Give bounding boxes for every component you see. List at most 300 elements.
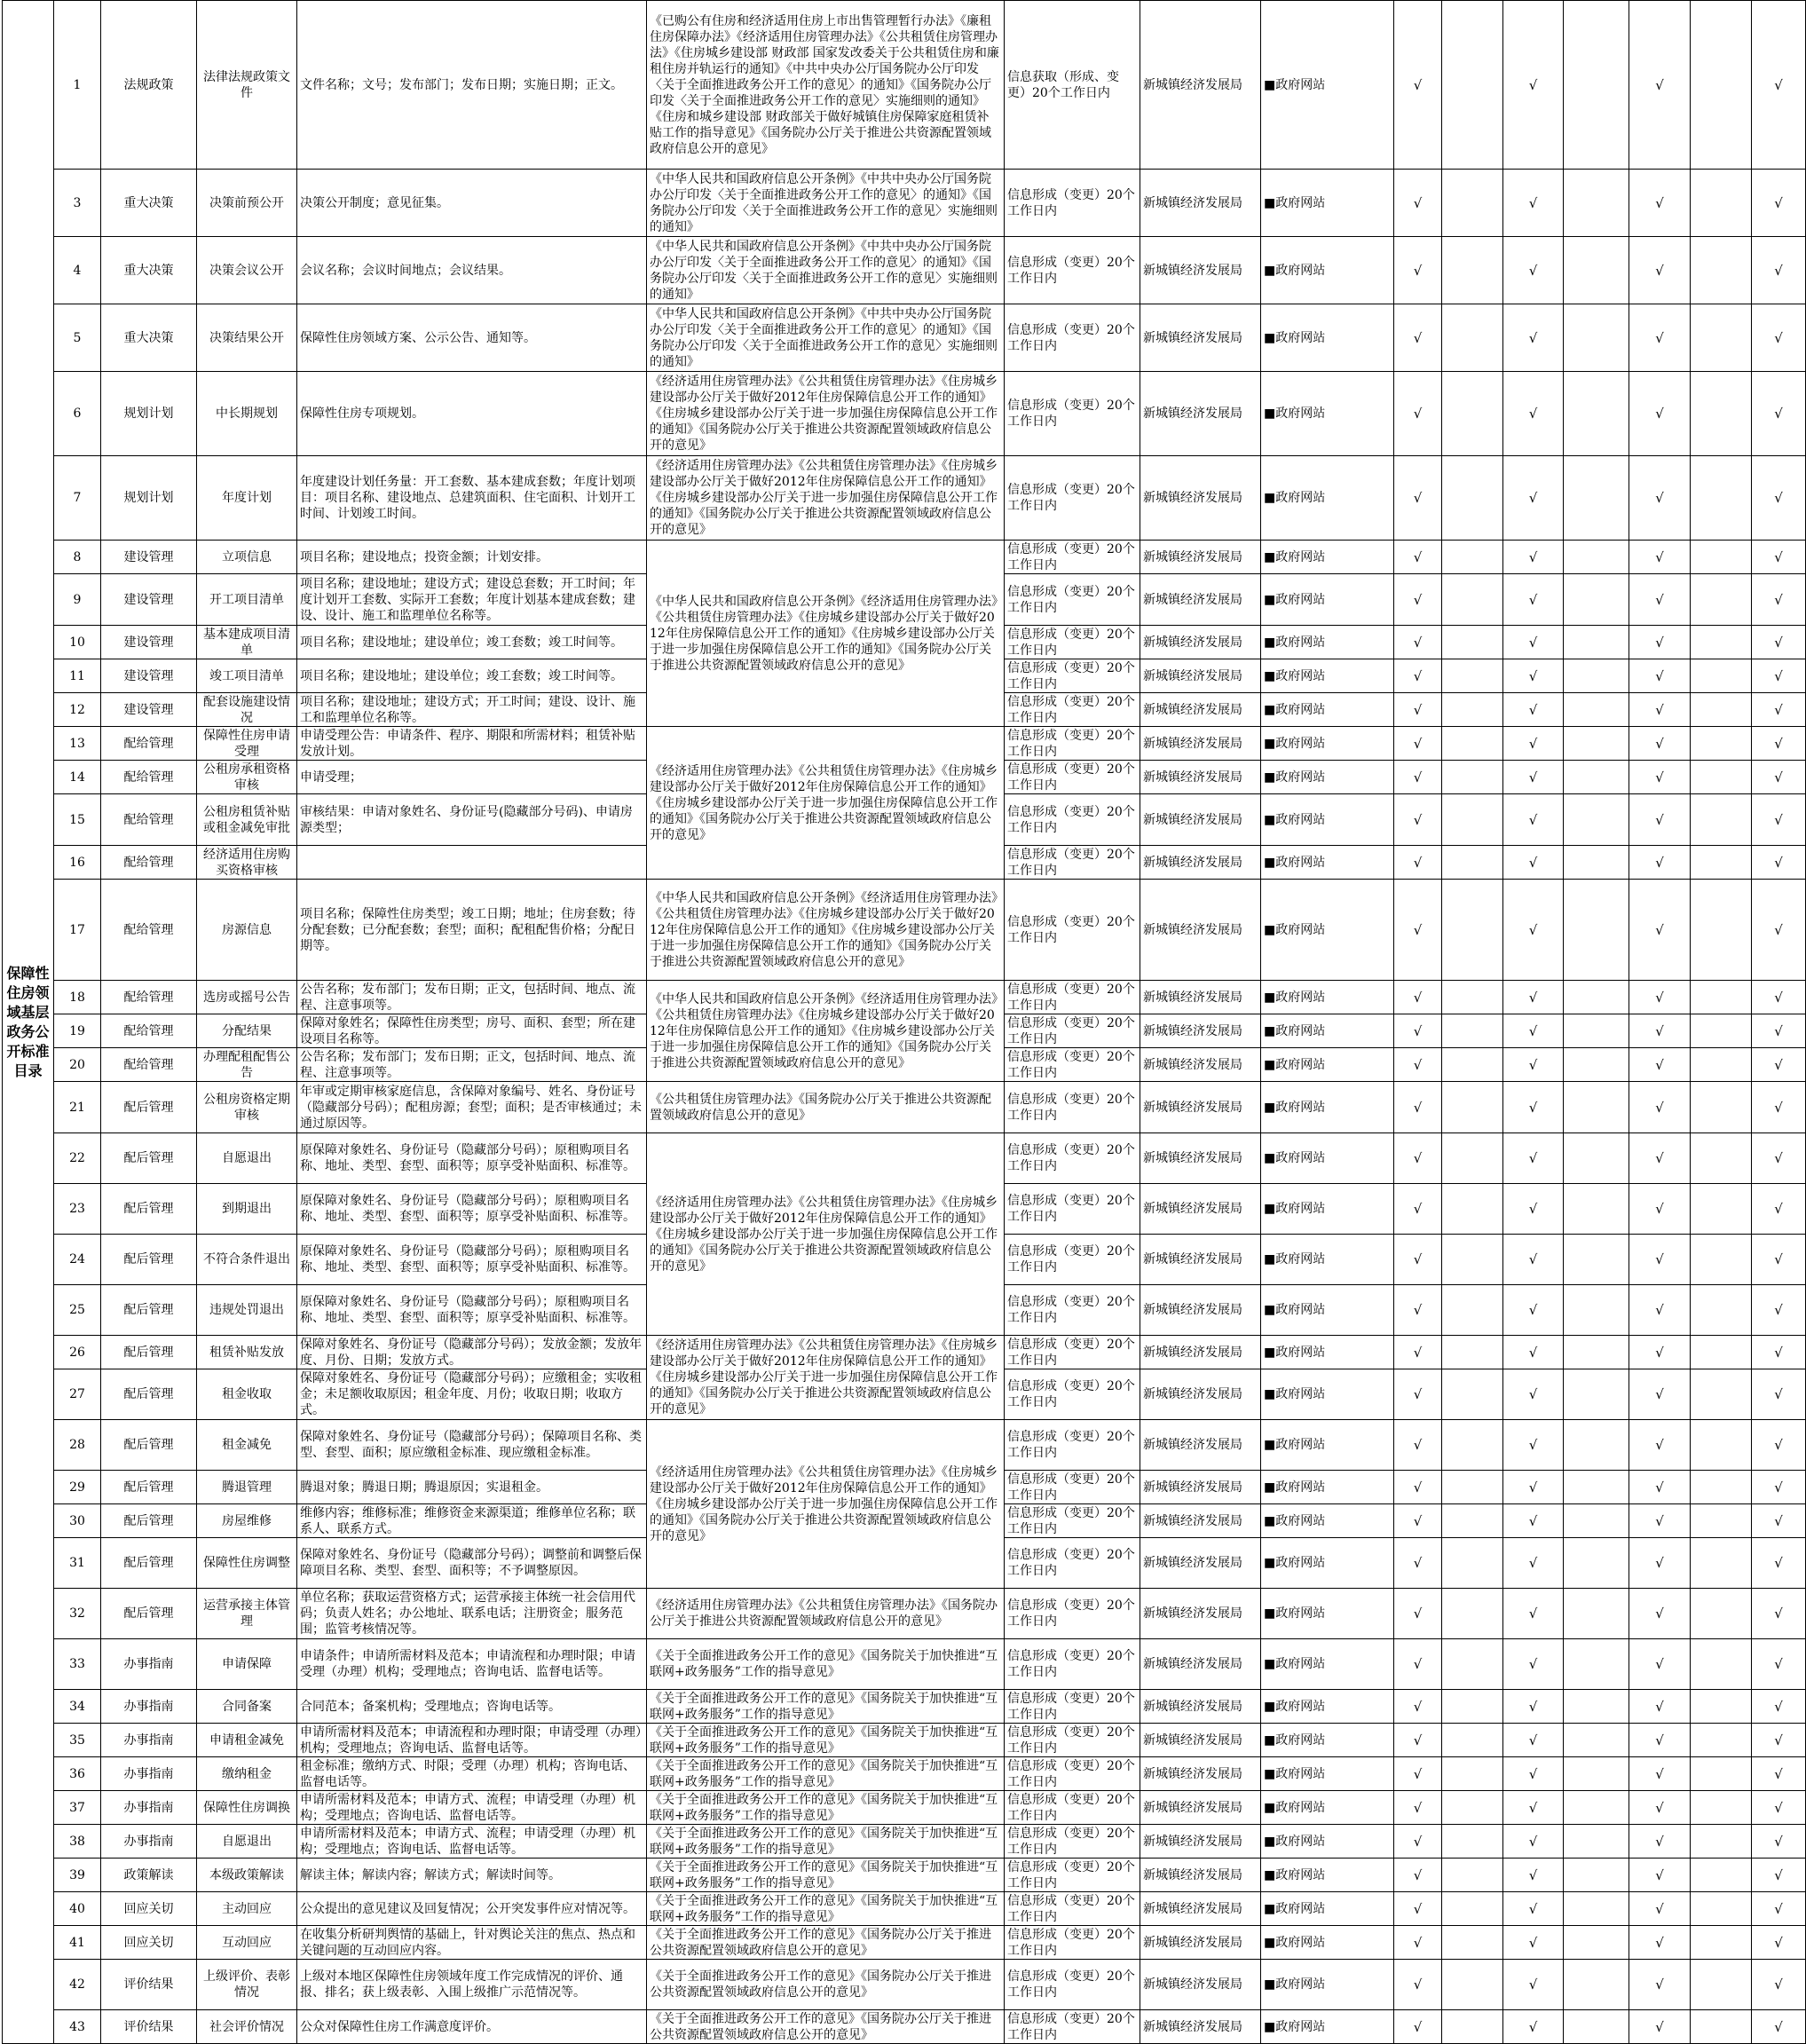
channel-cell: ■政府网站	[1261, 1859, 1394, 1892]
content-cell: 单位名称；获取运营资格方式；运营承接主体统一社会信用代码；负责人姓名；办公地址、联系电话；注册资金；服务范围；监管考核情况等。	[297, 1589, 647, 1639]
check-mark: √	[1629, 794, 1691, 846]
content-cell: 保障对象姓名、身份证号（隐藏部分号码）；调整前和调整后保障项目名称、类型、套型、面积等；不予调整原因。	[297, 1538, 647, 1589]
channel-cell: ■政府网站	[1261, 693, 1394, 727]
empty-cell	[1691, 727, 1752, 761]
empty-cell	[1691, 1960, 1752, 2010]
empty-cell	[1442, 1235, 1503, 1285]
empty-cell	[1442, 1892, 1503, 1926]
basis-cell: 《经济适用住房管理办法》《公共租赁住房管理办法》《住房城乡建设部办公厅关于做好2012年住房保障信息公开工作的通知》《住房城乡建设部办公厅关于进一步加强住房保障信息公开工作的通知》《国务院办公厅关于推进公共资源配置领域政府信息公开的意见》	[647, 727, 1005, 880]
empty-cell	[1442, 1336, 1503, 1369]
check-mark: √	[1503, 1757, 1564, 1791]
time-limit-cell: 信息形成（变更）20个工作日内	[1005, 1285, 1140, 1336]
level1-item: 配后管理	[101, 1420, 197, 1471]
level2-item: 竣工项目清单	[197, 659, 297, 693]
check-mark: √	[1394, 1048, 1442, 1082]
empty-cell	[1691, 1184, 1752, 1235]
time-limit-cell: 信息形成（变更）20个工作日内	[1005, 880, 1140, 981]
basis-cell: 《关于全面推进政务公开工作的意见》《国务院办公厅关于推进公共资源配置领域政府信息公开的意见》	[647, 1926, 1005, 1960]
level2-item: 开工项目清单	[197, 574, 297, 626]
level2-item: 配套设施建设情况	[197, 693, 297, 727]
empty-cell	[1691, 372, 1752, 456]
level1-item: 重大决策	[101, 170, 197, 237]
check-mark: √	[1503, 304, 1564, 372]
level1-item: 配给管理	[101, 1048, 197, 1082]
level1-item: 配后管理	[101, 1369, 197, 1420]
row-number: 28	[54, 1420, 101, 1471]
check-mark: √	[1752, 456, 1806, 541]
table-row	[3, 1724, 1806, 1757]
row-number: 13	[54, 727, 101, 761]
check-mark: √	[1629, 1892, 1691, 1926]
catalog-title: 保障性住房领域基层政务公开标准目录	[3, 1, 54, 2044]
table-row	[3, 1825, 1806, 1859]
time-limit-cell: 信息形成（变更）20个工作日内	[1005, 1926, 1140, 1960]
level2-item: 决策会议公开	[197, 237, 297, 304]
empty-cell	[1564, 1960, 1629, 2010]
check-mark: √	[1394, 981, 1442, 1014]
empty-cell	[1564, 693, 1629, 727]
check-mark: √	[1752, 1639, 1806, 1690]
check-mark: √	[1752, 1336, 1806, 1369]
row-number: 14	[54, 761, 101, 794]
time-limit-cell: 信息形成（变更）20个工作日内	[1005, 1235, 1140, 1285]
check-mark: √	[1503, 372, 1564, 456]
check-mark: √	[1503, 541, 1564, 574]
basis-cell: 《中华人民共和国政府信息公开条例》《中共中央办公厅国务院办公厅印发〈关于全面推进政务公开工作的意见〉的通知》《国务院办公厅印发〈关于全面推进政务公开工作的意见〉实施细则的通知》	[647, 304, 1005, 372]
row-number: 3	[54, 170, 101, 237]
content-cell: 原保障对象姓名、身份证号（隐藏部分号码）；原租购项目名称、地址、类型、套型、面积等；原享受补贴面积、标准等。	[297, 1285, 647, 1336]
level1-item: 建设管理	[101, 541, 197, 574]
time-limit-cell: 信息形成（变更）20个工作日内	[1005, 693, 1140, 727]
subject-cell: 新城镇经济发展局	[1140, 1690, 1261, 1724]
content-cell: 公告名称；发布部门；发布日期；正文，包括时间、地点、流程、注意事项等。	[297, 1048, 647, 1082]
subject-cell: 新城镇经济发展局	[1140, 1589, 1261, 1639]
check-mark: √	[1394, 1960, 1442, 2010]
subject-cell: 新城镇经济发展局	[1140, 761, 1261, 794]
check-mark: √	[1394, 456, 1442, 541]
subject-cell: 新城镇经济发展局	[1140, 1791, 1261, 1825]
subject-cell: 新城镇经济发展局	[1140, 1184, 1261, 1235]
content-cell: 腾退对象；腾退日期；腾退原因；实退租金。	[297, 1471, 647, 1504]
basis-cell: 《中华人民共和国政府信息公开条例》《经济适用住房管理办法》《公共租赁住房管理办法》《住房城乡建设部办公厅关于做好2012年住房保障信息公开工作的通知》《住房城乡建设部办公厅关于进一步加强住房保障信息公开工作的通知》《国务院办公厅关于推进公共资源配置领域政府信息公开的意见》	[647, 981, 1005, 1082]
empty-cell	[1564, 1690, 1629, 1724]
level1-item: 配后管理	[101, 1589, 197, 1639]
check-mark: √	[1752, 1369, 1806, 1420]
content-cell: 保障性住房专项规划。	[297, 372, 647, 456]
check-mark: √	[1752, 880, 1806, 981]
check-mark: √	[1394, 1690, 1442, 1724]
channel-cell: ■政府网站	[1261, 1825, 1394, 1859]
row-number: 33	[54, 1639, 101, 1690]
time-limit-cell: 信息形成（变更）20个工作日内	[1005, 170, 1140, 237]
level2-item: 租金收取	[197, 1369, 297, 1420]
empty-cell	[1691, 1014, 1752, 1048]
time-limit-cell: 信息形成（变更）20个工作日内	[1005, 1538, 1140, 1589]
empty-cell	[1564, 1048, 1629, 1082]
level2-item: 决策结果公开	[197, 304, 297, 372]
subject-cell: 新城镇经济发展局	[1140, 1471, 1261, 1504]
row-number: 27	[54, 1369, 101, 1420]
empty-cell	[1564, 1, 1629, 170]
level2-item: 到期退出	[197, 1184, 297, 1235]
time-limit-cell: 信息形成（变更）20个工作日内	[1005, 1369, 1140, 1420]
level2-item: 选房或摇号公告	[197, 981, 297, 1014]
empty-cell	[1564, 659, 1629, 693]
check-mark: √	[1394, 1471, 1442, 1504]
empty-cell	[1564, 1825, 1629, 1859]
subject-cell: 新城镇经济发展局	[1140, 1926, 1261, 1960]
empty-cell	[1691, 304, 1752, 372]
level1-item: 办事指南	[101, 1724, 197, 1757]
time-limit-cell: 信息形成（变更）20个工作日内	[1005, 626, 1140, 659]
level1-item: 重大决策	[101, 237, 197, 304]
channel-cell: ■政府网站	[1261, 727, 1394, 761]
content-cell: 公众对保障性住房工作满意度评价。	[297, 2010, 647, 2044]
empty-cell	[1691, 1589, 1752, 1639]
level1-item: 配给管理	[101, 794, 197, 846]
content-cell: 决策公开制度；意见征集。	[297, 170, 647, 237]
basis-cell: 《关于全面推进政务公开工作的意见》《国务院关于加快推进“互联网+政务服务”工作的指导意见》	[647, 1639, 1005, 1690]
subject-cell: 新城镇经济发展局	[1140, 794, 1261, 846]
check-mark: √	[1394, 1859, 1442, 1892]
check-mark: √	[1394, 1285, 1442, 1336]
level1-item: 办事指南	[101, 1690, 197, 1724]
basis-cell: 《经济适用住房管理办法》《公共租赁住房管理办法》《住房城乡建设部办公厅关于做好2012年住房保障信息公开工作的通知》《住房城乡建设部办公厅关于进一步加强住房保障信息公开工作的通知》《国务院办公厅关于推进公共资源配置领域政府信息公开的意见》	[647, 1420, 1005, 1589]
check-mark: √	[1752, 1538, 1806, 1589]
table-row	[3, 1892, 1806, 1926]
basis-cell: 《关于全面推进政务公开工作的意见》《国务院关于加快推进“互联网+政务服务”工作的指导意见》	[647, 1757, 1005, 1791]
basis-cell: 《关于全面推进政务公开工作的意见》《国务院关于加快推进“互联网+政务服务”工作的指导意见》	[647, 1825, 1005, 1859]
row-number: 32	[54, 1589, 101, 1639]
time-limit-cell: 信息形成（变更）20个工作日内	[1005, 1859, 1140, 1892]
empty-cell	[1564, 574, 1629, 626]
time-limit-cell: 信息形成（变更）20个工作日内	[1005, 1471, 1140, 1504]
channel-cell: ■政府网站	[1261, 237, 1394, 304]
level1-item: 配后管理	[101, 1336, 197, 1369]
table-row	[3, 1757, 1806, 1791]
empty-cell	[1564, 1791, 1629, 1825]
time-limit-cell: 信息形成（变更）20个工作日内	[1005, 1791, 1140, 1825]
content-cell: 项目名称；建设地址；建设单位；竣工套数；竣工时间等。	[297, 626, 647, 659]
content-cell: 保障对象姓名；保障性住房类型；房号、面积、套型；所在建设项目名称等。	[297, 1014, 647, 1048]
check-mark: √	[1394, 1892, 1442, 1926]
check-mark: √	[1752, 761, 1806, 794]
channel-cell: ■政府网站	[1261, 1235, 1394, 1285]
empty-cell	[1564, 1420, 1629, 1471]
empty-cell	[1564, 1892, 1629, 1926]
empty-cell	[1442, 574, 1503, 626]
table-row	[3, 456, 1806, 541]
subject-cell: 新城镇经济发展局	[1140, 2010, 1261, 2044]
check-mark: √	[1503, 1336, 1564, 1369]
check-mark: √	[1503, 659, 1564, 693]
empty-cell	[1691, 1926, 1752, 1960]
row-number: 4	[54, 237, 101, 304]
standard-catalog-table	[2, 0, 1806, 2044]
table-row	[3, 1639, 1806, 1690]
check-mark: √	[1394, 794, 1442, 846]
subject-cell: 新城镇经济发展局	[1140, 1133, 1261, 1184]
empty-cell	[1442, 1859, 1503, 1892]
check-mark: √	[1503, 1589, 1564, 1639]
basis-cell: 《经济适用住房管理办法》《公共租赁住房管理办法》《住房城乡建设部办公厅关于做好2012年住房保障信息公开工作的通知》《住房城乡建设部办公厅关于进一步加强住房保障信息公开工作的通知》《国务院办公厅关于推进公共资源配置领域政府信息公开的意见》	[647, 372, 1005, 456]
empty-cell	[1564, 1926, 1629, 1960]
content-cell: 项目名称；建设地址；建设方式；开工时间；建设、设计、施工和监理单位名称等。	[297, 693, 647, 727]
check-mark: √	[1752, 1133, 1806, 1184]
empty-cell	[1691, 1133, 1752, 1184]
check-mark: √	[1503, 1538, 1564, 1589]
row-number: 20	[54, 1048, 101, 1082]
check-mark: √	[1394, 1420, 1442, 1471]
channel-cell: ■政府网站	[1261, 794, 1394, 846]
empty-cell	[1691, 761, 1752, 794]
check-mark: √	[1629, 1791, 1691, 1825]
subject-cell: 新城镇经济发展局	[1140, 304, 1261, 372]
check-mark: √	[1394, 1235, 1442, 1285]
check-mark: √	[1629, 456, 1691, 541]
check-mark: √	[1752, 1926, 1806, 1960]
check-mark: √	[1752, 693, 1806, 727]
subject-cell: 新城镇经济发展局	[1140, 574, 1261, 626]
check-mark: √	[1752, 659, 1806, 693]
table-row	[3, 372, 1806, 456]
row-number: 43	[54, 2010, 101, 2044]
check-mark: √	[1629, 541, 1691, 574]
level2-item: 自愿退出	[197, 1133, 297, 1184]
table-row	[3, 1690, 1806, 1724]
subject-cell: 新城镇经济发展局	[1140, 1960, 1261, 2010]
subject-cell: 新城镇经济发展局	[1140, 1235, 1261, 1285]
row-number: 7	[54, 456, 101, 541]
level2-item: 互动回应	[197, 1926, 297, 1960]
level1-item: 办事指南	[101, 1825, 197, 1859]
subject-cell: 新城镇经济发展局	[1140, 1336, 1261, 1369]
subject-cell: 新城镇经济发展局	[1140, 1048, 1261, 1082]
empty-cell	[1564, 1014, 1629, 1048]
basis-cell: 《关于全面推进政务公开工作的意见》《国务院关于加快推进“互联网+政务服务”工作的指导意见》	[647, 1791, 1005, 1825]
table-row	[3, 727, 1806, 761]
level2-item: 分配结果	[197, 1014, 297, 1048]
empty-cell	[1442, 1926, 1503, 1960]
check-mark: √	[1503, 456, 1564, 541]
level1-item: 建设管理	[101, 659, 197, 693]
empty-cell	[1564, 794, 1629, 846]
empty-cell	[1564, 1724, 1629, 1757]
time-limit-cell: 信息获取（形成、变更）20个工作日内	[1005, 1, 1140, 170]
check-mark: √	[1394, 237, 1442, 304]
subject-cell: 新城镇经济发展局	[1140, 541, 1261, 574]
empty-cell	[1564, 1504, 1629, 1538]
level2-item: 主动回应	[197, 1892, 297, 1926]
check-mark: √	[1394, 1184, 1442, 1235]
channel-cell: ■政府网站	[1261, 1048, 1394, 1082]
channel-cell: ■政府网站	[1261, 846, 1394, 880]
basis-cell: 《经济适用住房管理办法》《公共租赁住房管理办法》《国务院办公厅关于推进公共资源配置领域政府信息公开的意见》	[647, 1589, 1005, 1639]
subject-cell: 新城镇经济发展局	[1140, 1285, 1261, 1336]
channel-cell: ■政府网站	[1261, 1184, 1394, 1235]
content-cell: 项目名称；建设地址；建设单位；竣工套数；竣工时间等。	[297, 659, 647, 693]
table-row	[3, 1336, 1806, 1369]
check-mark: √	[1394, 1724, 1442, 1757]
row-number: 23	[54, 1184, 101, 1235]
empty-cell	[1442, 1082, 1503, 1133]
channel-cell: ■政府网站	[1261, 659, 1394, 693]
channel-cell: ■政府网站	[1261, 1538, 1394, 1589]
empty-cell	[1442, 1690, 1503, 1724]
row-number: 16	[54, 846, 101, 880]
check-mark: √	[1629, 304, 1691, 372]
basis-cell: 《中华人民共和国政府信息公开条例》《中共中央办公厅国务院办公厅印发〈关于全面推进政务公开工作的意见〉的通知》《国务院办公厅印发〈关于全面推进政务公开工作的意见〉实施细则的通知》	[647, 170, 1005, 237]
level2-item: 房源信息	[197, 880, 297, 981]
row-number: 6	[54, 372, 101, 456]
check-mark: √	[1629, 846, 1691, 880]
time-limit-cell: 信息形成（变更）20个工作日内	[1005, 1336, 1140, 1369]
content-cell: 申请受理；	[297, 761, 647, 794]
subject-cell: 新城镇经济发展局	[1140, 626, 1261, 659]
level1-item: 配给管理	[101, 1014, 197, 1048]
check-mark: √	[1394, 1369, 1442, 1420]
content-cell: 原保障对象姓名、身份证号（隐藏部分号码）；原租购项目名称、地址、类型、套型、面积等；原享受补贴面积、标准等。	[297, 1133, 647, 1184]
empty-cell	[1564, 1082, 1629, 1133]
content-cell: 上级对本地区保障性住房领域年度工作完成情况的评价、通报、排名；获上级表彰、入围上级推广示范情况等。	[297, 1960, 647, 2010]
check-mark: √	[1503, 1960, 1564, 2010]
check-mark: √	[1629, 1926, 1691, 1960]
level1-item: 规划计划	[101, 456, 197, 541]
channel-cell: ■政府网站	[1261, 304, 1394, 372]
row-number: 5	[54, 304, 101, 372]
table-row	[3, 1791, 1806, 1825]
empty-cell	[1564, 1235, 1629, 1285]
check-mark: √	[1752, 1285, 1806, 1336]
check-mark: √	[1394, 541, 1442, 574]
empty-cell	[1564, 727, 1629, 761]
basis-cell: 《关于全面推进政务公开工作的意见》《国务院关于加快推进“互联网+政务服务”工作的指导意见》	[647, 1859, 1005, 1892]
check-mark: √	[1752, 1892, 1806, 1926]
empty-cell	[1691, 880, 1752, 981]
empty-cell	[1564, 1859, 1629, 1892]
check-mark: √	[1629, 981, 1691, 1014]
empty-cell	[1691, 1082, 1752, 1133]
level1-item: 建设管理	[101, 574, 197, 626]
empty-cell	[1564, 880, 1629, 981]
time-limit-cell: 信息形成（变更）20个工作日内	[1005, 1589, 1140, 1639]
row-number: 31	[54, 1538, 101, 1589]
row-number: 38	[54, 1825, 101, 1859]
channel-cell: ■政府网站	[1261, 1791, 1394, 1825]
empty-cell	[1442, 1, 1503, 170]
check-mark: √	[1752, 981, 1806, 1014]
row-number: 37	[54, 1791, 101, 1825]
check-mark: √	[1503, 1791, 1564, 1825]
check-mark: √	[1394, 1926, 1442, 1960]
row-number: 39	[54, 1859, 101, 1892]
level2-item: 租金减免	[197, 1420, 297, 1471]
empty-cell	[1564, 1336, 1629, 1369]
check-mark: √	[1503, 1420, 1564, 1471]
check-mark: √	[1503, 1504, 1564, 1538]
check-mark: √	[1752, 1757, 1806, 1791]
empty-cell	[1442, 1471, 1503, 1504]
check-mark: √	[1394, 1538, 1442, 1589]
empty-cell	[1691, 1690, 1752, 1724]
time-limit-cell: 信息形成（变更）20个工作日内	[1005, 1639, 1140, 1690]
subject-cell: 新城镇经济发展局	[1140, 1014, 1261, 1048]
time-limit-cell: 信息形成（变更）20个工作日内	[1005, 659, 1140, 693]
check-mark: √	[1503, 1133, 1564, 1184]
empty-cell	[1442, 1538, 1503, 1589]
check-mark: √	[1503, 727, 1564, 761]
subject-cell: 新城镇经济发展局	[1140, 1420, 1261, 1471]
empty-cell	[1442, 1825, 1503, 1859]
empty-cell	[1442, 659, 1503, 693]
check-mark: √	[1752, 1048, 1806, 1082]
row-number: 10	[54, 626, 101, 659]
level2-item: 年度计划	[197, 456, 297, 541]
level2-item: 自愿退出	[197, 1825, 297, 1859]
check-mark: √	[1629, 1184, 1691, 1235]
check-mark: √	[1629, 1690, 1691, 1724]
time-limit-cell: 信息形成（变更）20个工作日内	[1005, 456, 1140, 541]
channel-cell: ■政府网站	[1261, 456, 1394, 541]
check-mark: √	[1394, 626, 1442, 659]
row-number: 12	[54, 693, 101, 727]
check-mark: √	[1503, 1690, 1564, 1724]
empty-cell	[1691, 170, 1752, 237]
empty-cell	[1564, 1757, 1629, 1791]
check-mark: √	[1629, 1133, 1691, 1184]
subject-cell: 新城镇经济发展局	[1140, 727, 1261, 761]
level2-item: 社会评价情况	[197, 2010, 297, 2044]
check-mark: √	[1629, 372, 1691, 456]
check-mark: √	[1394, 761, 1442, 794]
check-mark: √	[1629, 1538, 1691, 1589]
level1-item: 回应关切	[101, 1892, 197, 1926]
time-limit-cell: 信息形成（变更）20个工作日内	[1005, 761, 1140, 794]
empty-cell	[1564, 372, 1629, 456]
basis-cell: 《关于全面推进政务公开工作的意见》《国务院关于加快推进“互联网+政务服务”工作的指导意见》	[647, 1892, 1005, 1926]
check-mark: √	[1629, 1285, 1691, 1336]
level2-item: 决策前预公开	[197, 170, 297, 237]
check-mark: √	[1752, 626, 1806, 659]
empty-cell	[1564, 1538, 1629, 1589]
empty-cell	[1442, 846, 1503, 880]
level1-item: 配给管理	[101, 981, 197, 1014]
table-row	[3, 1, 1806, 170]
level1-item: 配后管理	[101, 1285, 197, 1336]
channel-cell: ■政府网站	[1261, 1420, 1394, 1471]
check-mark: √	[1752, 1960, 1806, 2010]
empty-cell	[1442, 1757, 1503, 1791]
level2-item: 申请租金减免	[197, 1724, 297, 1757]
empty-cell	[1564, 1639, 1629, 1690]
channel-cell: ■政府网站	[1261, 170, 1394, 237]
row-number: 11	[54, 659, 101, 693]
time-limit-cell: 信息形成（变更）20个工作日内	[1005, 1724, 1140, 1757]
empty-cell	[1442, 1369, 1503, 1420]
level2-item: 运营承接主体管理	[197, 1589, 297, 1639]
level2-item: 上级评价、表彰情况	[197, 1960, 297, 2010]
check-mark: √	[1752, 1690, 1806, 1724]
basis-cell: 《公共租赁住房管理办法》《国务院办公厅关于推进公共资源配置领域政府信息公开的意见》	[647, 1082, 1005, 1133]
time-limit-cell: 信息形成（变更）20个工作日内	[1005, 1048, 1140, 1082]
channel-cell: ■政府网站	[1261, 1504, 1394, 1538]
check-mark: √	[1394, 1639, 1442, 1690]
check-mark: √	[1752, 2010, 1806, 2044]
check-mark: √	[1629, 626, 1691, 659]
empty-cell	[1442, 761, 1503, 794]
level1-item: 重大决策	[101, 304, 197, 372]
row-number: 26	[54, 1336, 101, 1369]
